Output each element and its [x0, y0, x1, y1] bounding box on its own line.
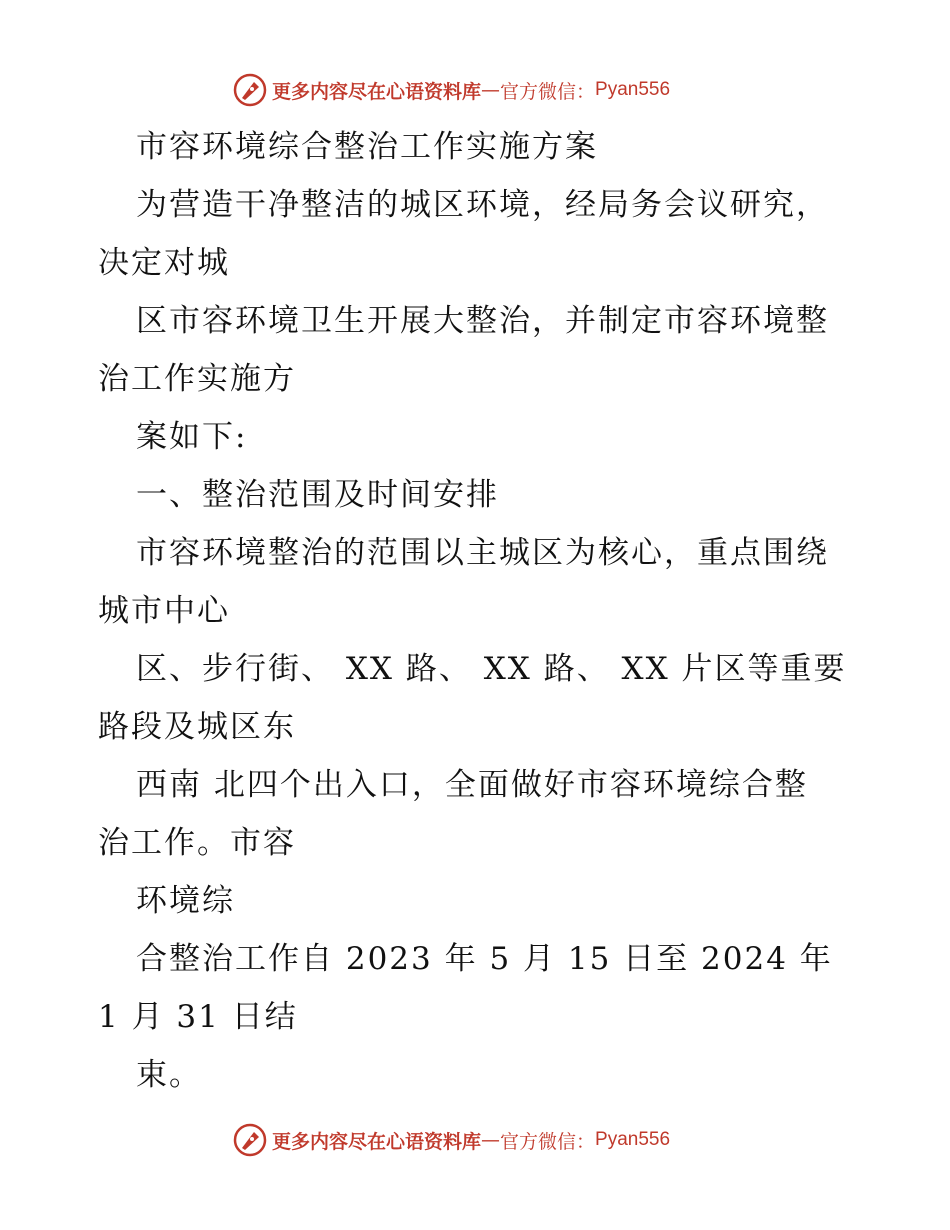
- watermark-sub-text: 官方微信：: [500, 1130, 596, 1153]
- watermark-main-text: 更多内容尽在心语资料库: [272, 80, 482, 103]
- text-line: 市容环境整治的范围以主城区为核心，重点围绕: [136, 535, 829, 571]
- watermark-main-text: 更多内容尽在心语资料库: [272, 1130, 482, 1153]
- text-line: 路段及城区东: [98, 709, 296, 745]
- header-watermark-banner: [232, 70, 670, 110]
- text-line: 西南 北四个出入口，全面做好市容环境综合整: [136, 767, 808, 803]
- text-line: 1 月 31 日结: [98, 999, 298, 1035]
- watermark-separator: —: [481, 1129, 501, 1151]
- text-line: 区市容环境卫生开展大整治，并制定市容环境整: [136, 303, 829, 339]
- watermark-wechat-id: Pyan556: [595, 1129, 671, 1150]
- text-line: 合整治工作自 2023 年 5 月 15 日至 2024 年: [136, 941, 833, 977]
- text-line: 区、步行街、 XX 路、 XX 路、 XX 片区等重要: [136, 651, 847, 687]
- pen-nib-logo-icon: [232, 72, 268, 108]
- watermark-wechat-id: Pyan556: [595, 79, 671, 100]
- text-line: 城市中心: [98, 593, 230, 629]
- watermark-separator: —: [481, 79, 501, 101]
- text-line: 治工作实施方: [98, 361, 296, 397]
- text-line: 治工作。市容: [98, 825, 296, 861]
- footer-watermark-banner: [232, 1120, 670, 1160]
- text-line: 决定对城: [98, 245, 230, 281]
- text-line: 一、整治范围及时间安排: [136, 477, 499, 513]
- pen-nib-logo-icon: [232, 1122, 268, 1158]
- document-title: 市容环境综合整治工作实施方案: [136, 129, 598, 165]
- watermark-sub-text: 官方微信：: [500, 80, 596, 103]
- text-line: 为营造干净整洁的城区环境，经局务会议研究，: [136, 187, 829, 223]
- text-line: 束。: [136, 1057, 202, 1093]
- text-line: 环境综: [136, 883, 235, 919]
- text-line: 案如下:: [136, 419, 248, 455]
- document-body: [98, 118, 858, 1104]
